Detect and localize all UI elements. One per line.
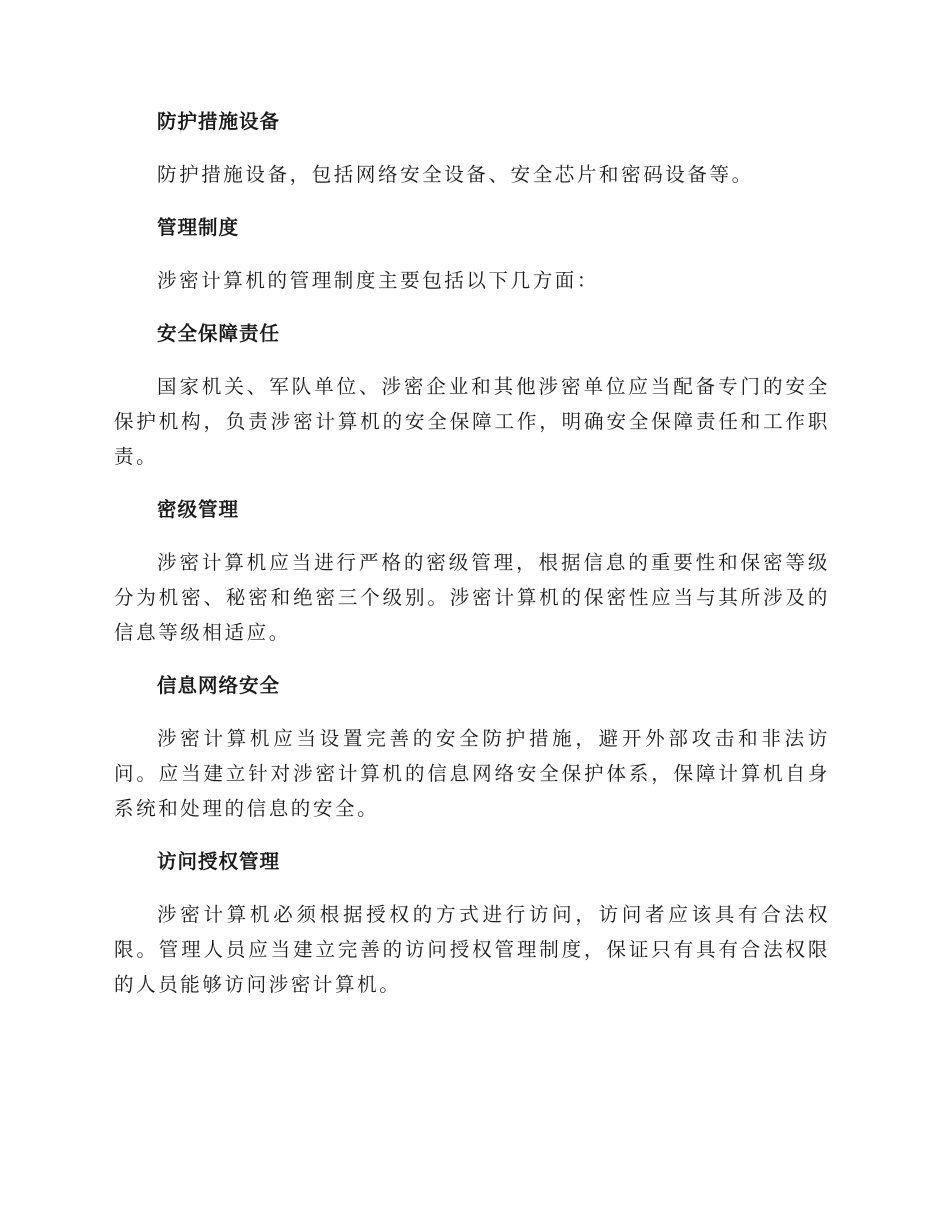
section-heading: 访问授权管理 xyxy=(157,850,281,873)
section-paragraph: 防护措施设备，包括网络安全设备、安全芯片和密码设备等。 xyxy=(157,163,754,186)
section-paragraph: 涉密计算机的管理制度主要包括以下几方面： xyxy=(157,269,600,292)
section-paragraph: 涉密计算机应当设置完善的安全防护措施，避开外部攻击和非法访问。应当建立针对涉密计算机的信息网络安全保护体系，保障计算机自身系统和处理的信息的安全。 xyxy=(114,727,830,820)
section-paragraph: 涉密计算机必须根据授权的方式进行访问，访问者应该具有合法权限。管理人员应当建立完善的访问授权管理制度，保证只有具有合法权限的人员能够访问涉密计算机。 xyxy=(114,903,830,996)
section-heading: 信息网络安全 xyxy=(157,674,281,697)
section-heading: 防护措施设备 xyxy=(157,110,281,133)
section-heading: 密级管理 xyxy=(157,498,240,521)
document-page xyxy=(114,104,830,1002)
section-paragraph: 涉密计算机应当进行严格的密级管理，根据信息的重要性和保密等级分为机密、秘密和绝密三个级别。涉密计算机的保密性应当与其所涉及的信息等级相适应。 xyxy=(114,551,830,644)
section-heading: 安全保障责任 xyxy=(157,322,281,345)
section-heading: 管理制度 xyxy=(157,216,240,239)
section-paragraph: 国家机关、军队单位、涉密企业和其他涉密单位应当配备专门的安全保护机构，负责涉密计算机的安全保障工作，明确安全保障责任和工作职责。 xyxy=(114,375,830,468)
